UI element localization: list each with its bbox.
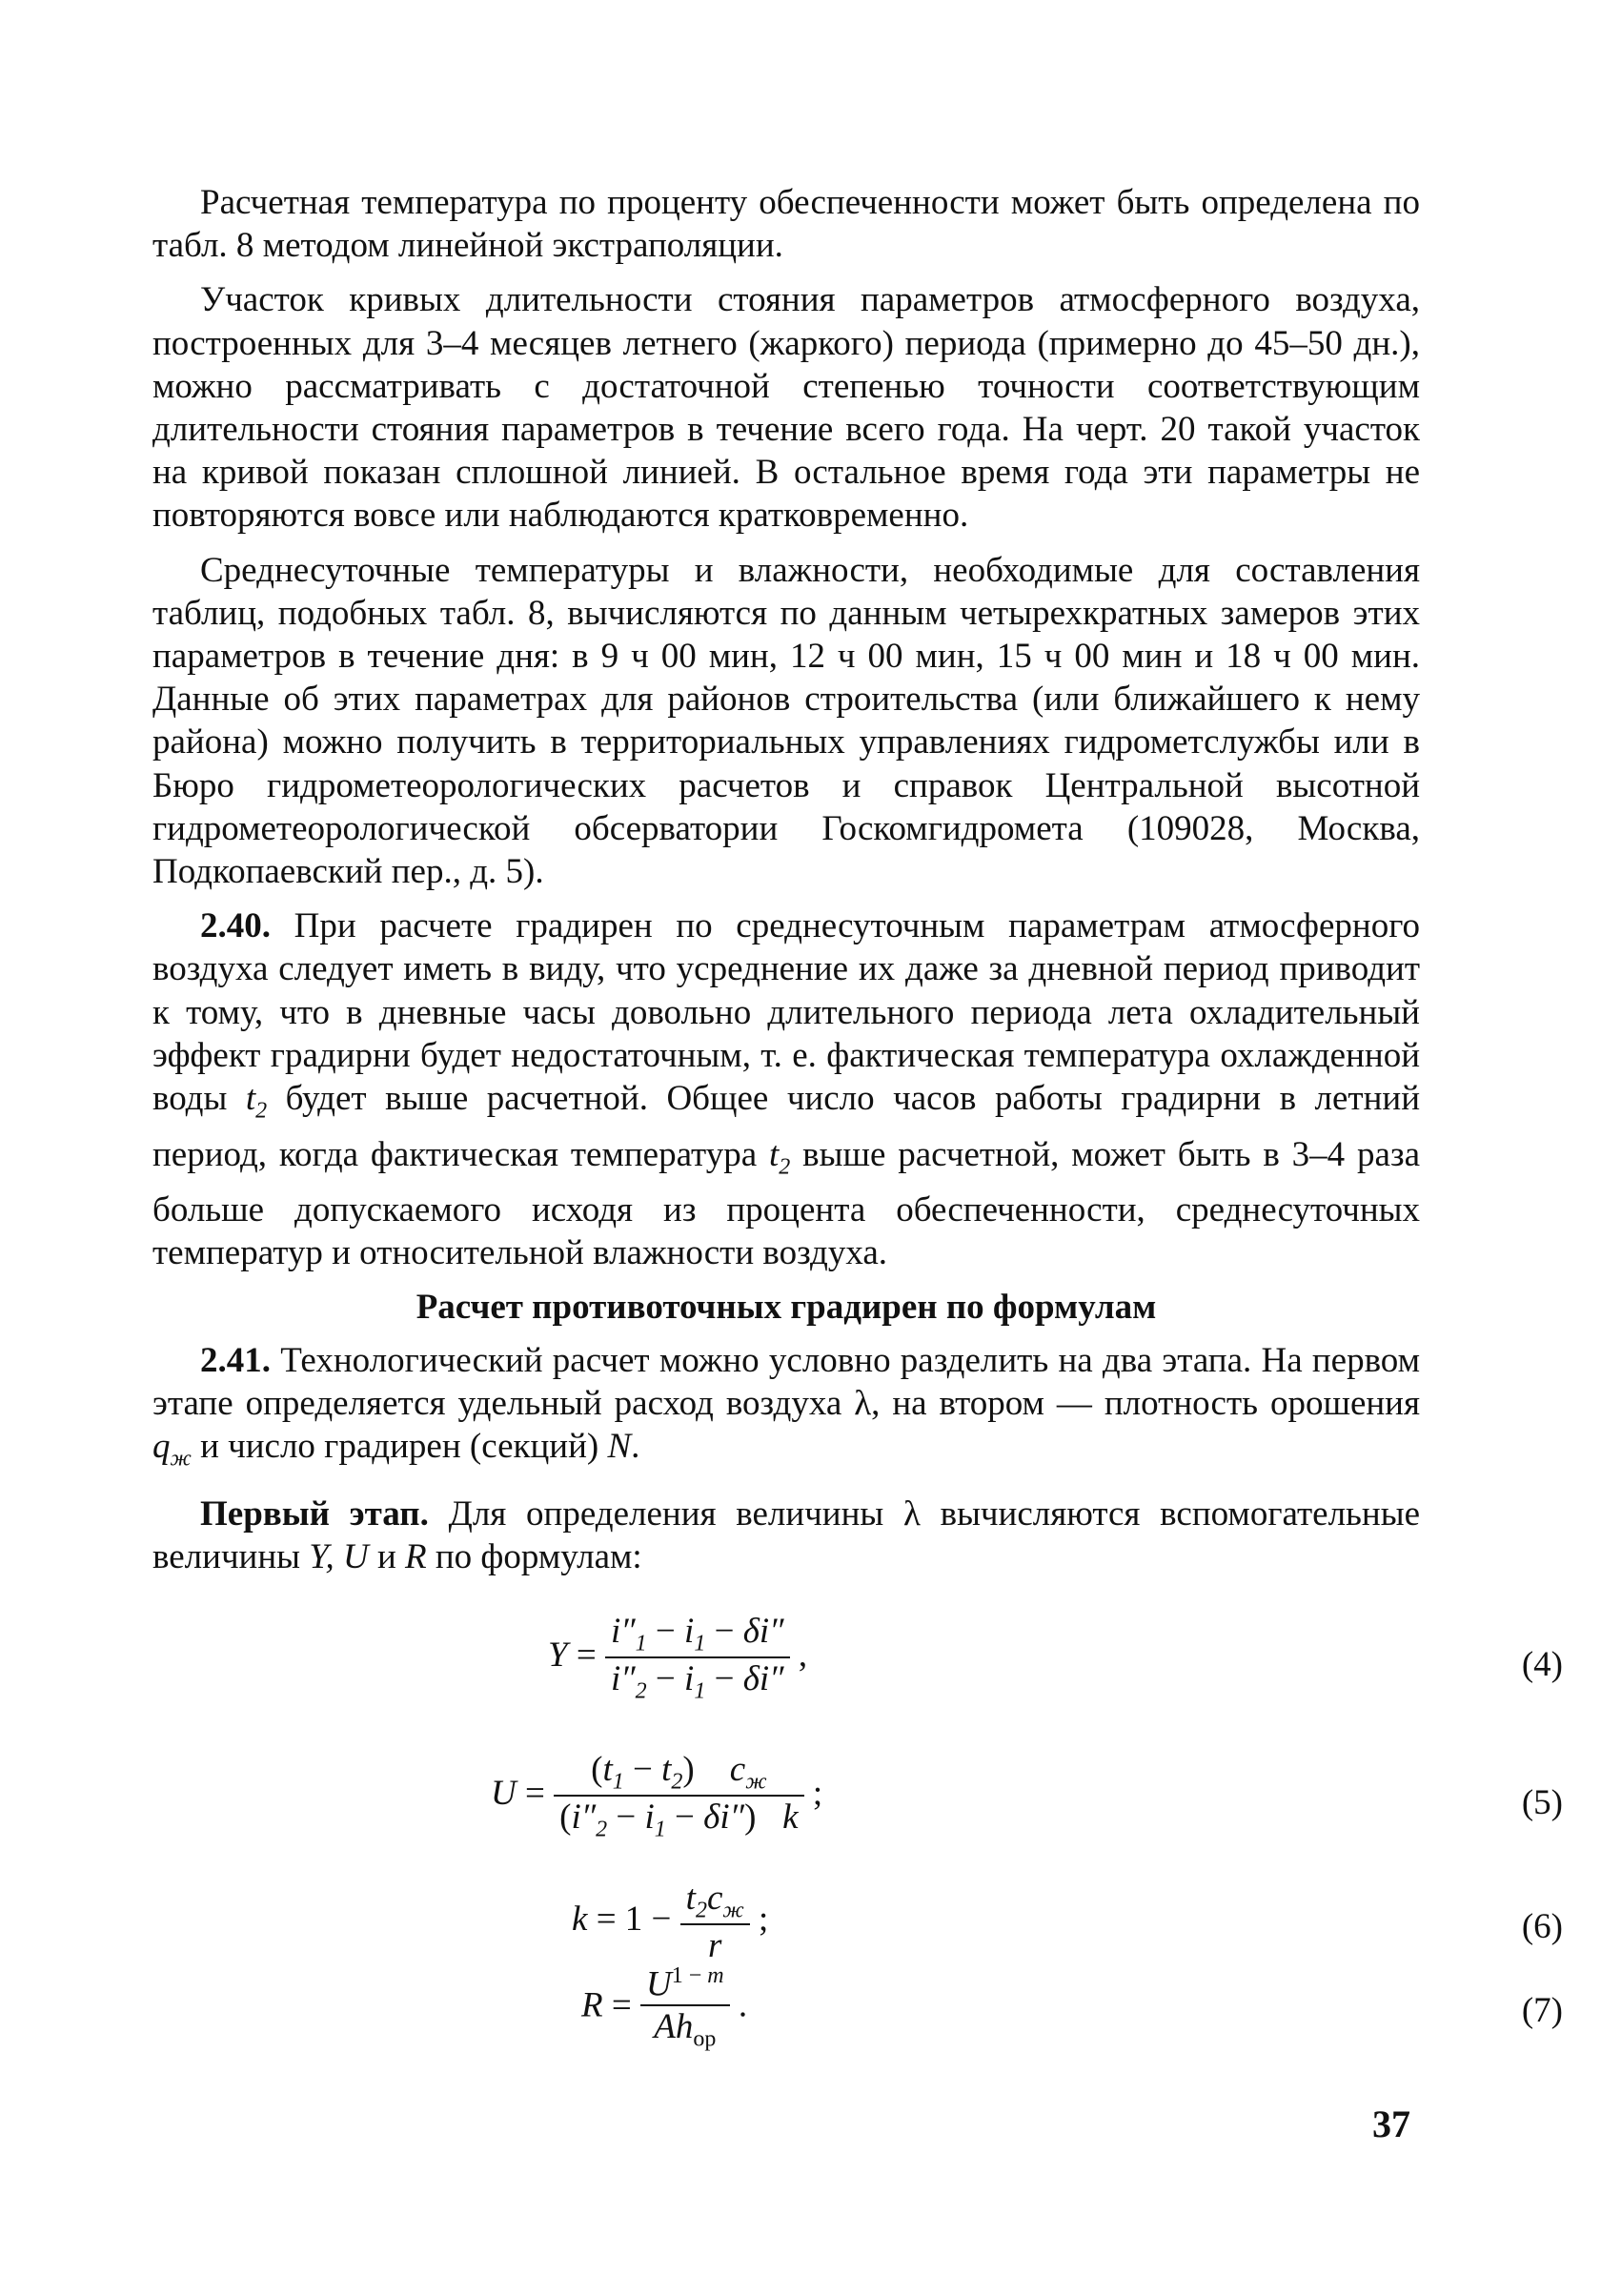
equation-4-number: (4) <box>1521 1645 1563 1684</box>
paragraph-2-40-text-b: будет выше расчетной. Общее число часов работы градирни в летний период, когда фактическая температура <box>152 1079 1420 1174</box>
first-stage-label: Первый этап. <box>200 1493 429 1534</box>
symbol-N: N <box>607 1427 632 1467</box>
equation-5: U = $\frac{(t_1 - t_2) c_ж}{(i''_2 - i_1 - \delta i'') k}$ ; <box>491 1750 823 1842</box>
symbol-q-zh: $q_ж$ <box>152 1427 192 1472</box>
equation-6-number: (6) <box>1521 1907 1563 1946</box>
paragraph-1: Расчетная температура по проценту обеспеченности может быть определена по табл. 8 методом линейной экстраполяции. <box>152 183 1420 266</box>
symbol-t2: $t_2$ <box>245 1079 268 1124</box>
symbol-Y: Y, <box>309 1536 334 1576</box>
paragraph-first-stage: Первый этап. Для определения величины λ вычисляются вспомогательные величины Y, U и R по формулам: <box>152 1493 1421 1576</box>
equation-7: R = $\frac{U^{1 -} ^m}{Ah_{op}}$ . <box>581 1963 748 2052</box>
equation-4: Y = $\frac{i''_1 - i_1 - \delta i''}{i''_2 - i_1 - \delta i''}$ , <box>548 1612 808 1704</box>
page-body <box>152 181 1420 1578</box>
paragraph-2-41-text-c: . <box>631 1427 640 1467</box>
symbol-t2: $t_2$ <box>769 1134 791 1180</box>
symbol-U: U <box>342 1536 369 1576</box>
paragraph-2: Участок кривых длительности стояния параметров атмосферного воздуха, построенных для 3–4 месяцев летнего (жаркого) периода (примерно до 45–50 дн.), можно рассматривать с достаточной степенью точности соответствующим длительности стояния параметров в течение всего года. На черт. 20 такой участок на кривой показан сплошной линией. В остальное время года эти параметры не повторяются вовсе или наблюдаются кратковременно. <box>152 280 1420 536</box>
first-stage-text-a: Для определения величины λ вычисляются вспомогательные величины <box>152 1493 1421 1576</box>
paragraph-3: Среднесуточные температуры и влажности, необходимые для составления таблиц, подобных табл. 8, вычисляются по данным четырехкратных замеров этих параметров в течение дня: в 9 ч 00 мин, 12 ч 00 мин, 15 ч 00 мин и 18 ч 00 мин. Данные об этих параметрах для районов строительства (или ближайшего к нему района) можно получить в территориальных управлениях гидрометслужбы или в Бюро гидрометеорологических расчетов и справок Центральной высотной гидрометеорологической обсерватории Госкомгидромета (109028, Москва, Подкопаевский пер., д. 5). <box>152 550 1420 892</box>
page-number: 37 <box>1372 2103 1410 2145</box>
paragraph-2-40-text-a: При расчете градирен по среднесуточным параметрам атмосферного воздуха следует иметь в виду, что усреднение их даже за дневной период приводит к тому, что в дневные часы довольно длительного периода лета охладительный эффект градирни будет недостаточным, т. е. фактическая температура охлажденной воды <box>152 906 1420 1119</box>
symbol-R: R <box>405 1536 427 1576</box>
paragraph-2-41-text-b: и число градирен (секций) <box>200 1427 599 1467</box>
equation-5-number: (5) <box>1521 1783 1563 1822</box>
section-number-2-41: 2.41. <box>200 1340 271 1380</box>
first-stage-text-b: по формулам: <box>435 1536 642 1576</box>
paragraph-2-41-text-a: Технологический расчет можно условно разделить на два этапа. На первом этапе определяется удельный расход воздуха λ, на втором — плотность орошения <box>152 1340 1421 1423</box>
section-number-2-40: 2.40. <box>200 906 271 946</box>
section-heading: Расчет противоточных градирен по формулам <box>415 1287 1157 1327</box>
equation-6: k = 1 − $\frac{t_2c_ж}{r}$ ; <box>572 1879 769 1966</box>
paragraph-2-41 <box>152 1339 1420 1481</box>
paragraph-2-40-text-c: выше расчетной, может быть в 3–4 раза больше допускаемого исходя из процента обеспеченности, среднесуточных температур и относительной влажности воздуха. <box>152 1134 1420 1273</box>
equation-7-number: (7) <box>1521 1991 1563 2030</box>
paragraph-2-40 <box>152 904 1420 1274</box>
